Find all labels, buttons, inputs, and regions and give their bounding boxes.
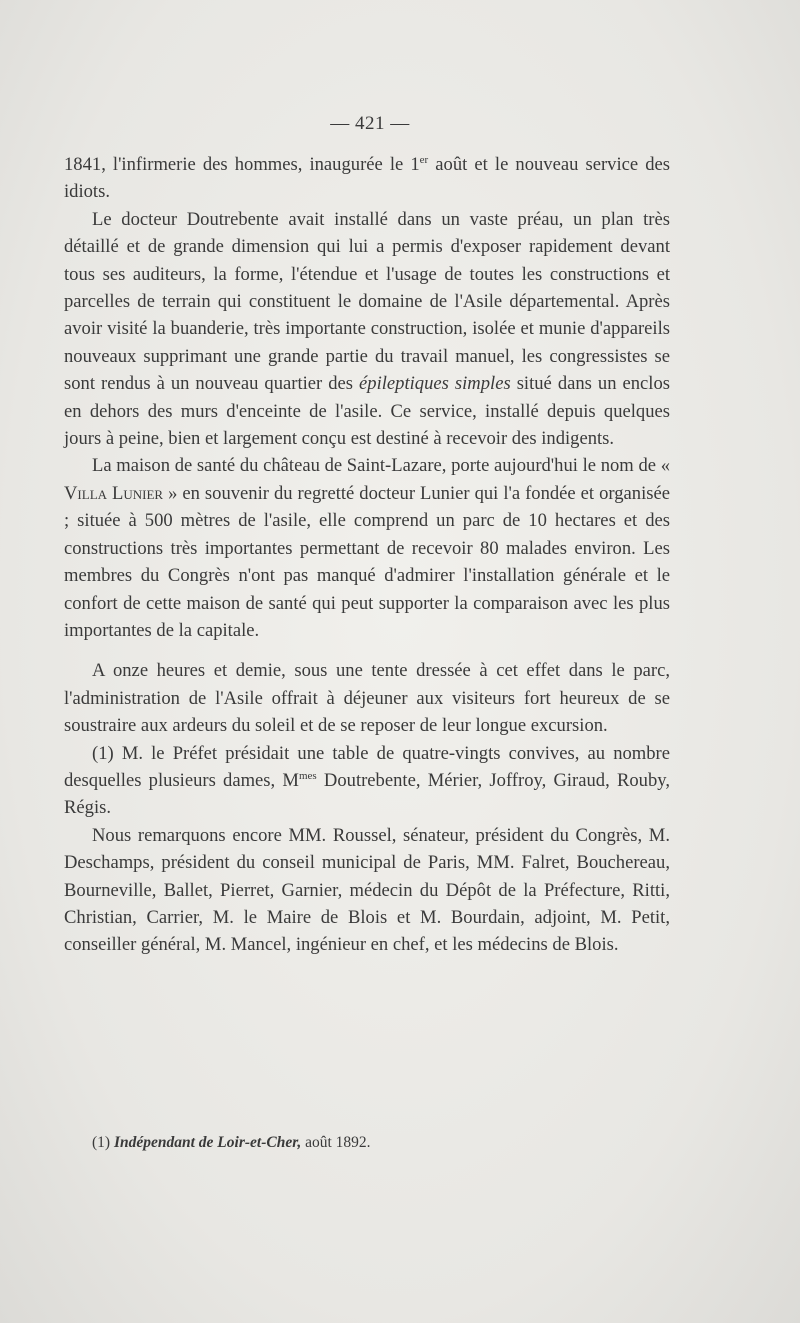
footnote bbox=[92, 1133, 652, 1153]
paragraph-4: A onze heures et demie, sous une tente dressée à cet effet dans le parc, l'administration de l'Asile offrait à déjeuner aux visiteurs fort heureux de se soustraire aux ardeurs du soleil et de se reposer de leur longue excursion. bbox=[64, 660, 670, 737]
paragraph-3: La maison de santé du château de Saint-Lazare, porte aujourd'hui le nom de « Villa Lunier » en souvenir du regretté docteur Lunier qui l'a fondée et organisée ; située à 500 mètres de l'asile, elle comprend un parc de 10 hectares et des constructions très importantes permettant de recevoir 80 malades environ. Les membres du Congrès n'ont pas manqué d'admirer l'installation générale et le confort de cette maison de santé qui peut supporter la comparaison avec les plus importantes de la capitale. bbox=[64, 455, 670, 641]
footnote-source: Indépendant de Loir-et-Cher, bbox=[113, 1134, 302, 1151]
villa-name: Villa Lunier bbox=[64, 482, 164, 504]
footnote-date: août 1892. bbox=[305, 1134, 371, 1151]
paragraph-1: 1841, l'infirmerie des hommes, inaugurée le 1er août et le nouveau service des idiots. bbox=[64, 154, 671, 203]
paragraph-2: Le docteur Doutrebente avait installé dans un vaste préau, un plan très détaillé et de grande dimension qui lui a permis d'exposer rapidement devant tous ses auditeurs, la forme, l'étendue et l'usage de toutes les constructions et parcelles de terrain qui constituent le domaine de l'Asile départemental. Après avoir visité la buanderie, très importante construction, isolée et munie d'appareils nouveaux supprimant une grande partie du travail manuel, les congressistes se sont rendus à un nouveau quartier des épileptiques simples situé dans un enclos en dehors des murs d'enceinte de l'asile. Ce service, installé depuis quelques jours à peine, bien et largement conçu est destiné à recevoir des indigents. bbox=[64, 208, 671, 450]
page-number: — 421 — bbox=[330, 113, 410, 134]
paragraph-5: (1) M. le Préfet présidait une table de quatre-vingts convives, au nombre desquelles plusieurs dames, $M^{mes}$ Doutrebente, Mérier, Joffroy, Giraud, Rouby, Régis. bbox=[64, 742, 670, 819]
footnote-mark: (1) bbox=[92, 1134, 111, 1151]
italic-term: épileptiques simples bbox=[359, 373, 511, 395]
body-text bbox=[64, 151, 670, 959]
paragraph-6: Nous remarquons encore MM. Roussel, sénateur, président du Congrès, M. Deschamps, président du conseil municipal de Paris, MM. Falret, Bouchereau, Bourneville, Ballet, Pierret, Garnier, médecin du Dépôt de la Préfecture, Ritti, Christian, Carrier, M. le Maire de Blois et M. Bourdain, adjoint, M. Petit, conseiller général, M. Mancel, ingénieur en chef, et les médecins de Blois. bbox=[64, 824, 670, 956]
